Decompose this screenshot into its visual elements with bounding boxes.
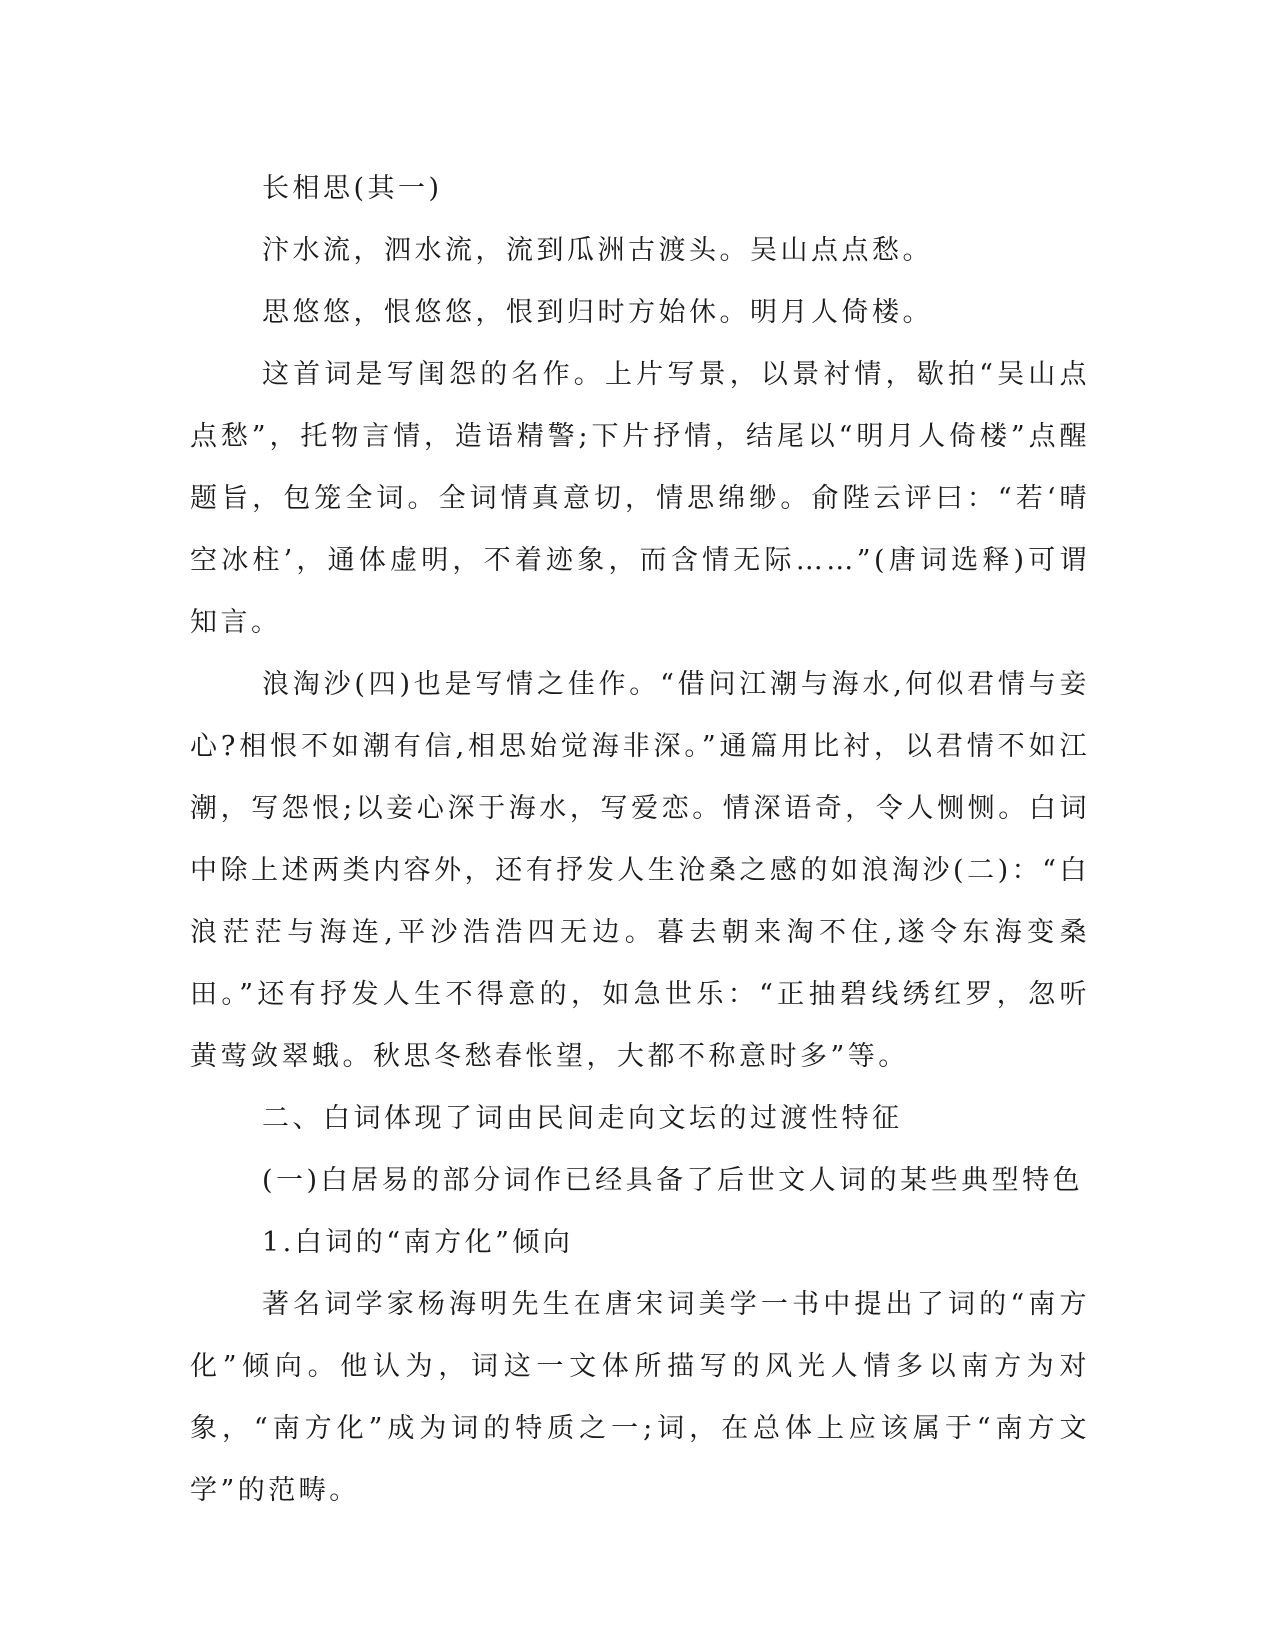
document-body: [190, 158, 1090, 1522]
commentary-paragraph-1: 这首词是写闺怨的名作。上片写景，以景衬情，歇拍“吴山点点愁”，托物言情，造语精警;下片抒情，结尾以“明月人倚楼”点醒题旨，包笼全词。全词情真意切，情思绵缈。俞陛云评曰：“若‘晴空冰柱’，通体虚明，不着迹象，而含情无际……”(唐词选释)可谓知言。: [190, 359, 1090, 638]
poem-title: 长相思(其一): [262, 173, 443, 204]
poem-line-2: 思悠悠，恨悠悠，恨到归时方始休。明月人倚楼。: [262, 297, 933, 328]
item-heading: 1.白词的“南方化”倾向: [262, 1227, 574, 1258]
subsection-heading: (一)白居易的部分词作已经具备了后世文人词的某些典型特色: [262, 1165, 1084, 1196]
body-paragraph: 著名词学家杨海明先生在唐宋词美学一书中提出了词的“南方化”倾向。他认为，词这一文体所描写的风光人情多以南方为对象，“南方化”成为词的特质之一;词，在总体上应该属于“南方文学”的范畴。: [190, 1289, 1090, 1506]
poem-line-1: 汴水流，泗水流，流到瓜洲古渡头。吴山点点愁。: [262, 235, 933, 266]
commentary-paragraph-2: 浪淘沙(四)也是写情之佳作。“借问江潮与海水,何似君情与妾心?相恨不如潮有信,相思始觉海非深。”通篇用比衬，以君情不如江潮，写怨恨;以妾心深于海水，写爱恋。情深语奇，令人恻恻。白词中除上述两类内容外，还有抒发人生沧桑之感的如浪淘沙(二)：“白浪茫茫与海连,平沙浩浩四无边。暮去朝来淘不住,遂令东海变桑田。”还有抒发人生不得意的，如急世乐：“正抽碧线绣红罗，忽听黄莺敛翠蛾。秋思冬愁春怅望，大都不称意时多”等。: [190, 669, 1090, 1072]
section-heading: 二、白词体现了词由民间走向文坛的过渡性特征: [262, 1103, 903, 1134]
